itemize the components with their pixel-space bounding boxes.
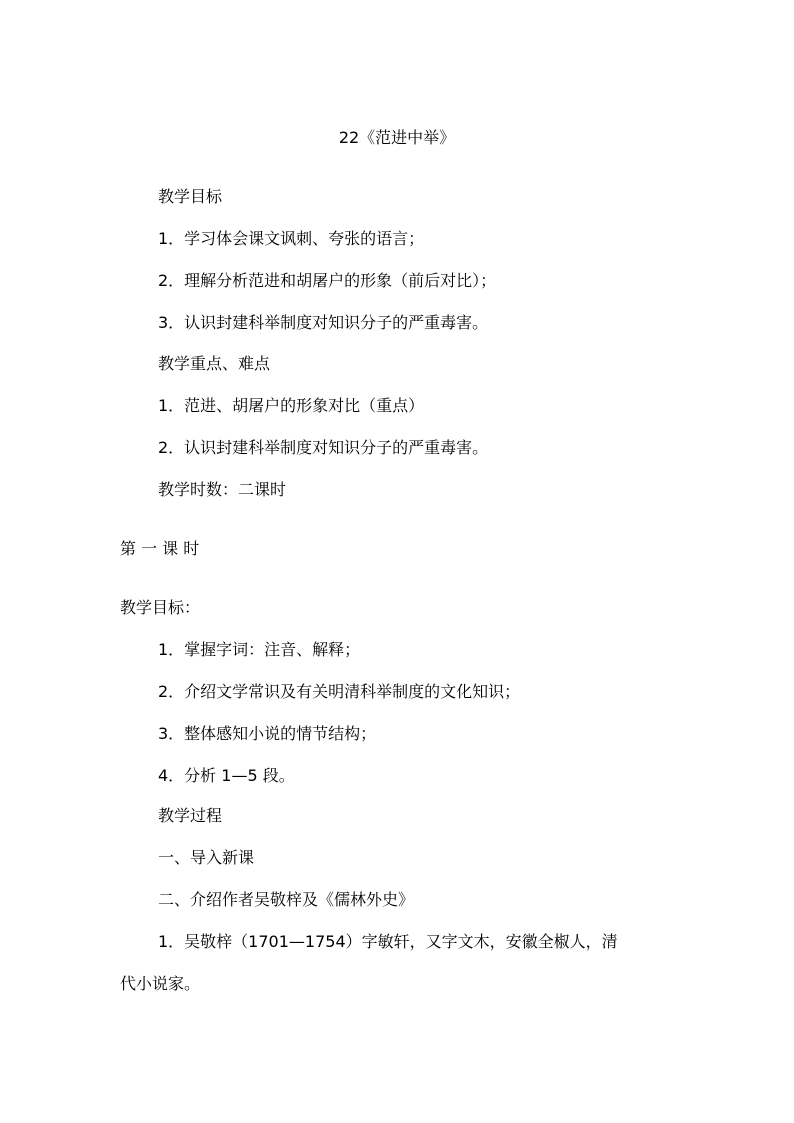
section-heading-objectives: 教学目标 [158, 187, 223, 206]
lesson-objective-item-4: 4．分析 1—5 段。 [158, 766, 295, 785]
author-paragraph-line-1: 1．吴敬梓（1701—1754）字敏轩，又字文木，安徽全椒人，清 [158, 932, 618, 951]
lesson-objective-item-1: 1．掌握字词：注音、解释； [158, 640, 361, 659]
lesson-heading: 第 一 课 时 [120, 539, 200, 558]
objective-item-1: 1．学习体会课文讽刺、夸张的语言； [158, 229, 425, 248]
lesson-objective-item-2: 2．介绍文学常识及有关明清科举制度的文化知识； [158, 682, 521, 701]
process-step-2: 二、介绍作者吴敬梓及《儒林外史》 [158, 890, 415, 909]
process-step-1: 一、导入新课 [158, 848, 255, 867]
objective-item-2: 2．理解分析范进和胡屠户的形象（前后对比）； [158, 271, 497, 290]
teaching-hours: 教学时数：二课时 [158, 480, 287, 499]
lesson-objective-item-3: 3．整体感知小说的情节结构； [158, 724, 377, 743]
author-paragraph-line-2: 代小说家。 [120, 974, 201, 993]
objective-item-3: 3．认识封建科举制度对知识分子的严重毒害。 [158, 313, 489, 332]
key-point-item-2: 2．认识封建科举制度对知识分子的严重毒害。 [158, 438, 489, 457]
document-title: 22《范进中举》 [338, 128, 456, 147]
process-heading: 教学过程 [158, 806, 223, 825]
key-point-item-1: 1．范进、胡屠户的形象对比（重点） [158, 396, 425, 415]
lesson-objectives-heading: 教学目标： [120, 598, 201, 617]
section-heading-key-points: 教学重点、难点 [158, 354, 271, 373]
